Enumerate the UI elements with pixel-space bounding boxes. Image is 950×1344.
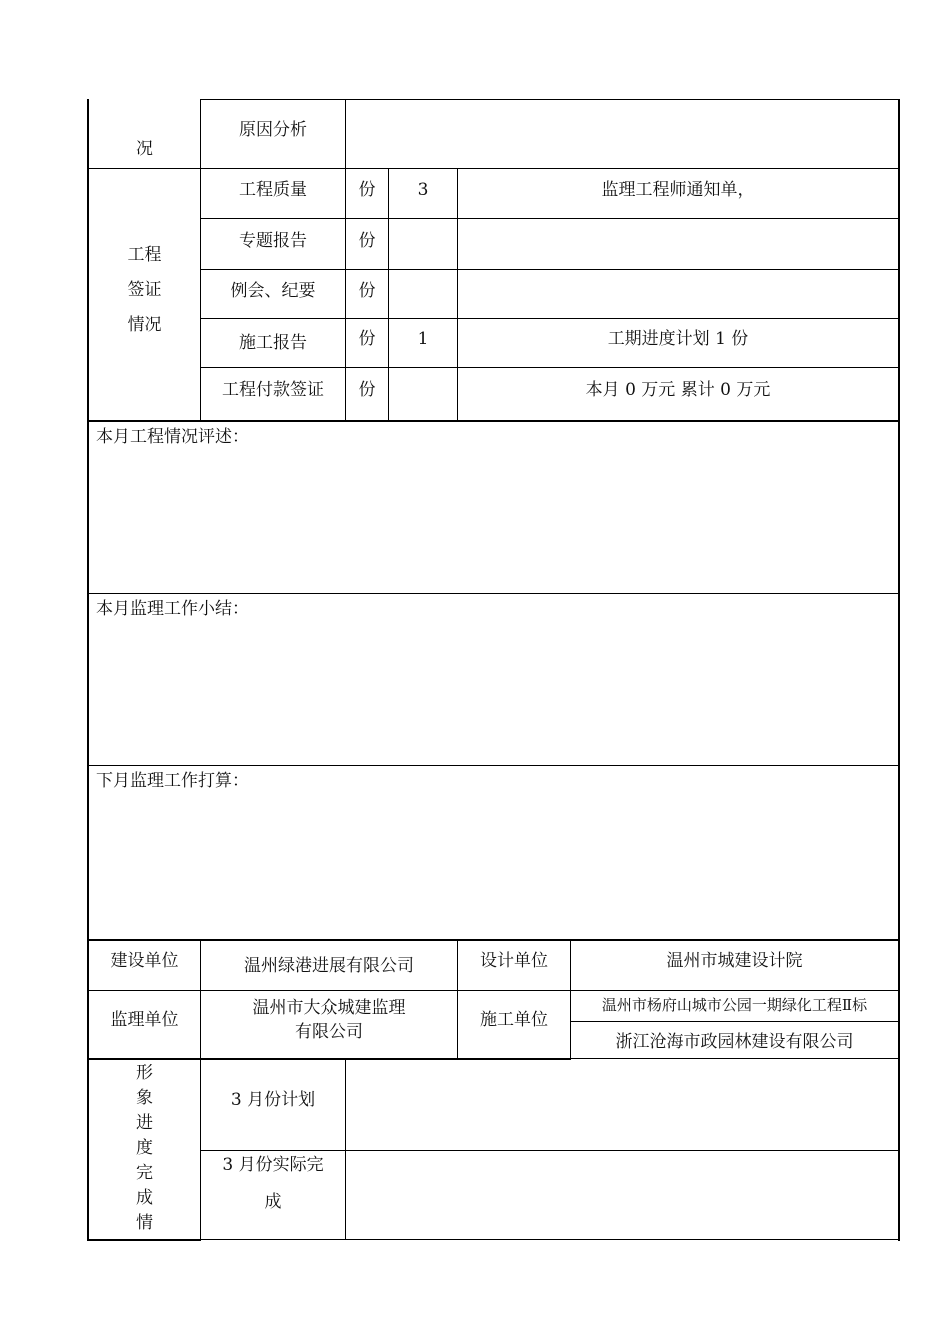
vline-progress-2 (345, 1059, 346, 1240)
visa-row-quality-count: 3 (417, 180, 429, 200)
construction-project: 温州市杨府山城市公园一期绿化工程Ⅱ标 (601, 996, 868, 1014)
visa-row-meeting-unit: 份 (358, 281, 376, 301)
visa-row-payment-label: 工程付款签证 (222, 380, 324, 400)
hline-plan-top (87, 765, 900, 766)
supervisor-value-line-1: 温州市大众城建监理 (252, 998, 406, 1018)
cause-analysis-label: 原因分析 (239, 120, 307, 140)
progress-label-char-4: 度 (136, 1138, 153, 1158)
hline-visa-3 (200, 318, 900, 319)
hline-top (200, 99, 900, 100)
march-actual-label-line-2: 成 (264, 1192, 282, 1212)
march-plan-label: 3 月份计划 (230, 1090, 316, 1110)
progress-label-char-5: 完 (136, 1163, 153, 1183)
hline-visa-2 (200, 269, 900, 270)
visa-row-construction-note: 工期进度计划 1 份 (607, 329, 749, 349)
hline-visa-4 (200, 367, 900, 368)
progress-label-char-7: 情 (136, 1213, 153, 1233)
next-month-plan-label: 下月监理工作打算： (96, 771, 249, 791)
visa-row-construction-label: 施工报告 (239, 333, 307, 353)
visa-row-construction-count: 1 (417, 329, 429, 349)
march-actual-label-line-1: 3 月份实际完 (222, 1155, 324, 1175)
visa-label-line-2: 签证 (127, 280, 162, 300)
hline-review-top (87, 420, 900, 422)
hline-bottom-right (200, 1239, 900, 1240)
visa-label-line-1: 工程 (127, 245, 162, 265)
visa-row-meeting-label: 例会、纪要 (230, 281, 316, 301)
hline-units-bottom-right (570, 1058, 900, 1059)
progress-label-char-6: 成 (136, 1188, 153, 1208)
visa-row-construction-unit: 份 (358, 329, 376, 349)
vline-name-col (345, 99, 346, 421)
visa-row-report-label: 专题报告 (239, 231, 307, 251)
vline-progress-1 (200, 1059, 201, 1241)
construction-company: 浙江沧海市政园林建设有限公司 (615, 1032, 854, 1052)
progress-label-char-2: 象 (136, 1088, 153, 1108)
visa-row-report-unit: 份 (358, 231, 376, 251)
hline-units-bottom (87, 1058, 570, 1060)
visa-row-quality-note: 监理工程师通知单， (601, 180, 755, 200)
supervisor-value-line-2: 有限公司 (295, 1022, 363, 1042)
visa-row-payment-unit: 份 (358, 380, 376, 400)
hline-summary-top (87, 593, 900, 594)
visa-row-quality-label: 工程质量 (239, 180, 307, 200)
visa-label-line-3: 情况 (127, 315, 162, 335)
design-label: 设计单位 (480, 951, 548, 971)
hline-bottom-left (87, 1239, 200, 1241)
monthly-review-label: 本月工程情况评述： (96, 427, 249, 447)
visa-row-quality-unit: 份 (358, 180, 376, 200)
right-border (898, 99, 900, 1241)
visa-row-payment-note: 本月 0 万元 累计 0 万元 (585, 380, 771, 400)
hline-progress-mid (200, 1150, 900, 1151)
hline-units-top (87, 939, 900, 941)
hline-units-mid (87, 990, 900, 991)
owner-value: 温州绿港进展有限公司 (244, 956, 414, 976)
progress-label-char-1: 形 (136, 1063, 153, 1083)
hline-construction-split (570, 1021, 900, 1022)
hline-visa-top (87, 168, 900, 169)
owner-label: 建设单位 (110, 951, 179, 971)
design-value: 温州市城建设计院 (666, 951, 803, 971)
monthly-summary-label: 本月监理工作小结： (96, 599, 249, 619)
hline-visa-1 (200, 218, 900, 219)
progress-label-char-3: 进 (136, 1113, 153, 1133)
supervisor-label: 监理单位 (110, 1010, 179, 1030)
status-label-tail: 况 (136, 139, 153, 159)
vline-unit-col (388, 168, 389, 421)
construction-label: 施工单位 (480, 1010, 548, 1030)
vline-label-col (200, 99, 201, 421)
